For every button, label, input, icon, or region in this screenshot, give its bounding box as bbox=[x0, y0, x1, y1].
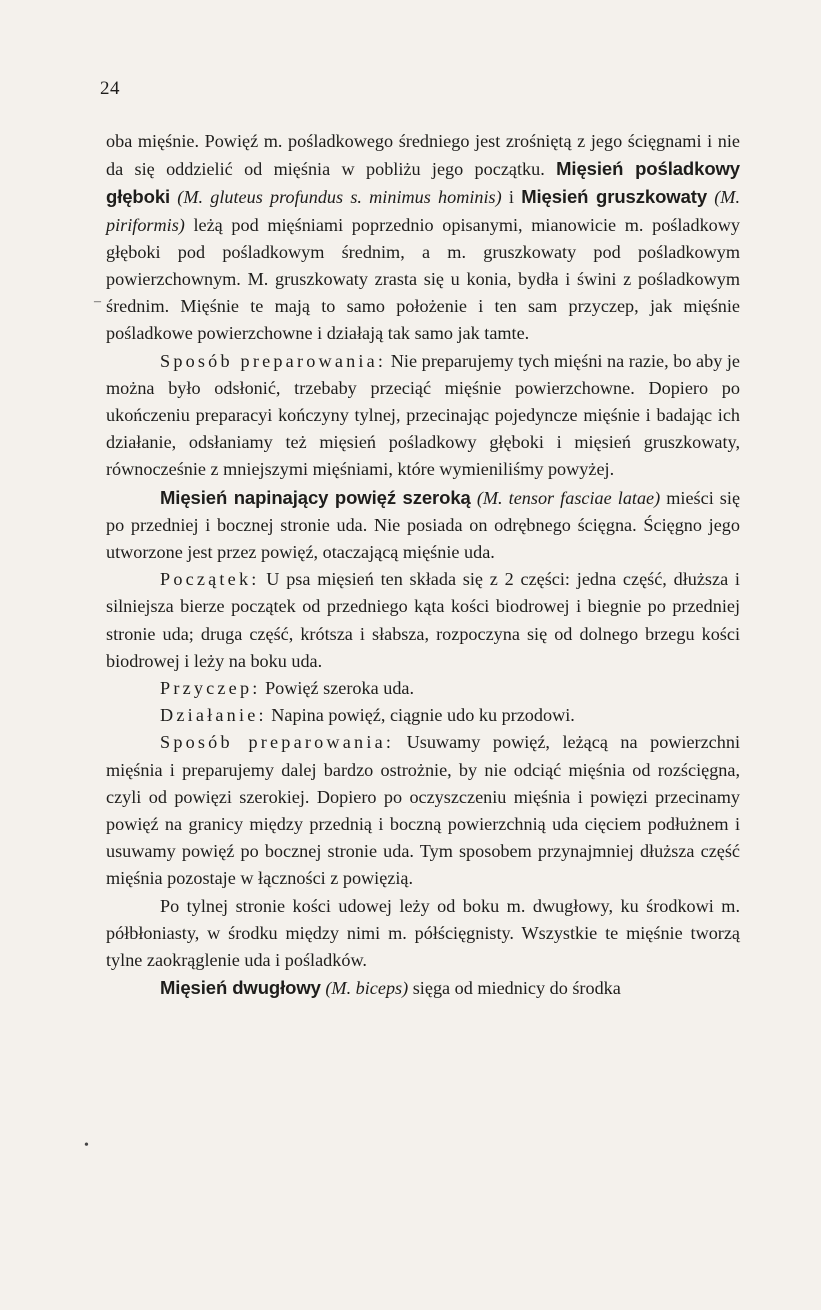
text-run: oba mięśnie. Powięź m. pośladkowego średniego jest zrośniętą z jego ścięgnami i nie da się oddzielić od mięśnia w pobliżu jego początku. bbox=[106, 131, 740, 180]
paragraph bbox=[106, 893, 740, 975]
text-run: Po tylnej stronie kości udowej leży od boku m. dwugłowy, ku środkowi m. półbłoniasty, w środku między nimi m. półścięgnisty. Wszystkie te mięśnie tworzą tylne zaokrąglenie uda i pośladków. bbox=[106, 895, 740, 971]
text-run: sięga od miednicy do środka bbox=[408, 978, 621, 999]
paragraph bbox=[106, 675, 740, 702]
margin-dash-mark: – bbox=[94, 294, 101, 309]
paragraph bbox=[106, 484, 740, 567]
muscle-heading: Mięsień dwugłowy bbox=[160, 977, 321, 999]
margin-bullet-mark: • bbox=[84, 1138, 89, 1153]
text-run: Powięź szeroka uda. bbox=[260, 678, 415, 699]
paragraph bbox=[106, 128, 740, 348]
spaced-label: Przyczep: bbox=[160, 678, 261, 699]
spaced-label: Początek: bbox=[160, 569, 260, 590]
latin-name: (M. biceps) bbox=[325, 978, 409, 999]
spaced-label: Sposób preparowania: bbox=[160, 350, 387, 371]
latin-name: (M. gluteus profundus s. minimus hominis) bbox=[177, 187, 502, 208]
paragraph bbox=[106, 348, 740, 484]
latin-name: (M. tensor fasciae latae) bbox=[476, 487, 661, 508]
paragraph bbox=[106, 729, 740, 892]
paragraph bbox=[106, 702, 740, 729]
muscle-heading: Mięsień napinający powięź szeroką bbox=[160, 486, 471, 508]
text-run: Nie preparujemy tych mięśni na razie, bo aby je można było odsłonić, trzebaby przeciąć mięśnie powierzchowne. Dopiero po ukończeniu preparacyi kończyny tylnej, przecinając pojedyncze mięśnie i badając ich działanie, odsłaniamy też mięsień pośladkowy głęboki i mięsień gruszkowaty, równocześnie z mniejszymi mięśniami, które wymieniliśmy powyżej. bbox=[106, 350, 740, 480]
spaced-label: Działanie: bbox=[160, 705, 267, 726]
latin-name: (M. piriformis) bbox=[106, 187, 740, 235]
text-run: Usuwamy powięź, leżącą na powierzchni mięśnia i preparujemy dalej bardzo ostrożnie, by nie odciąć mięśnia od rozścięgna, czyli od powięzi szerokiej. Dopiero po oczyszczeniu mięśnia i powięzi przecinamy powięź na granicy między przednią i boczną powierzchnią uda cięciem podłużnem i usuwamy powięź po bocznej stronie uda. Tym sposobem przynajmniej dłuższa część mięśnia pozostaje w łączności z powięzią. bbox=[106, 732, 740, 889]
page-number: 24 bbox=[100, 78, 120, 99]
text-run: leżą pod mięśniami poprzednio opisanymi, mianowicie m. pośladkowy głęboki pod pośladkowym średnim, a m. gruszkowaty pod pośladkowym powierzchownym. M. gruszkowaty zrasta się u konia, bydła i świni z pośladkowym średnim. Mięśnie te mają to samo położenie i ten sam przyczep, jak mięśnie pośladkowe powierzchowne i działają tak samo jak tamte. bbox=[106, 214, 740, 344]
paragraph bbox=[106, 974, 740, 1002]
body-text bbox=[106, 128, 740, 1003]
text-run: mieści się po przedniej i bocznej stronie uda. Nie posiada on odrębnego ścięgna. Ścięgno jego utworzone jest przez powięź, otaczającą mięśnie uda. bbox=[106, 487, 741, 563]
muscle-heading: Mięsień gruszkowaty bbox=[521, 186, 708, 208]
paragraph bbox=[106, 566, 740, 675]
text-run: U psa mięsień ten składa się z 2 części: jedna część, dłuższa i silniejsza bierze początek od przedniego kąta kości biodrowej i biegnie po przedniej stronie uda; druga część, krótsza i słabsza, rozpoczyna się od dolnego brzegu kości biodrowej i leży na boku uda. bbox=[106, 569, 740, 671]
muscle-heading: Mięsień pośladkowy głęboki bbox=[106, 158, 740, 208]
text-run: Napina powięź, ciągnie udo ku przodowi. bbox=[266, 705, 575, 726]
spaced-label: Sposób preparowania: bbox=[160, 732, 395, 753]
text-run: i bbox=[501, 187, 522, 208]
